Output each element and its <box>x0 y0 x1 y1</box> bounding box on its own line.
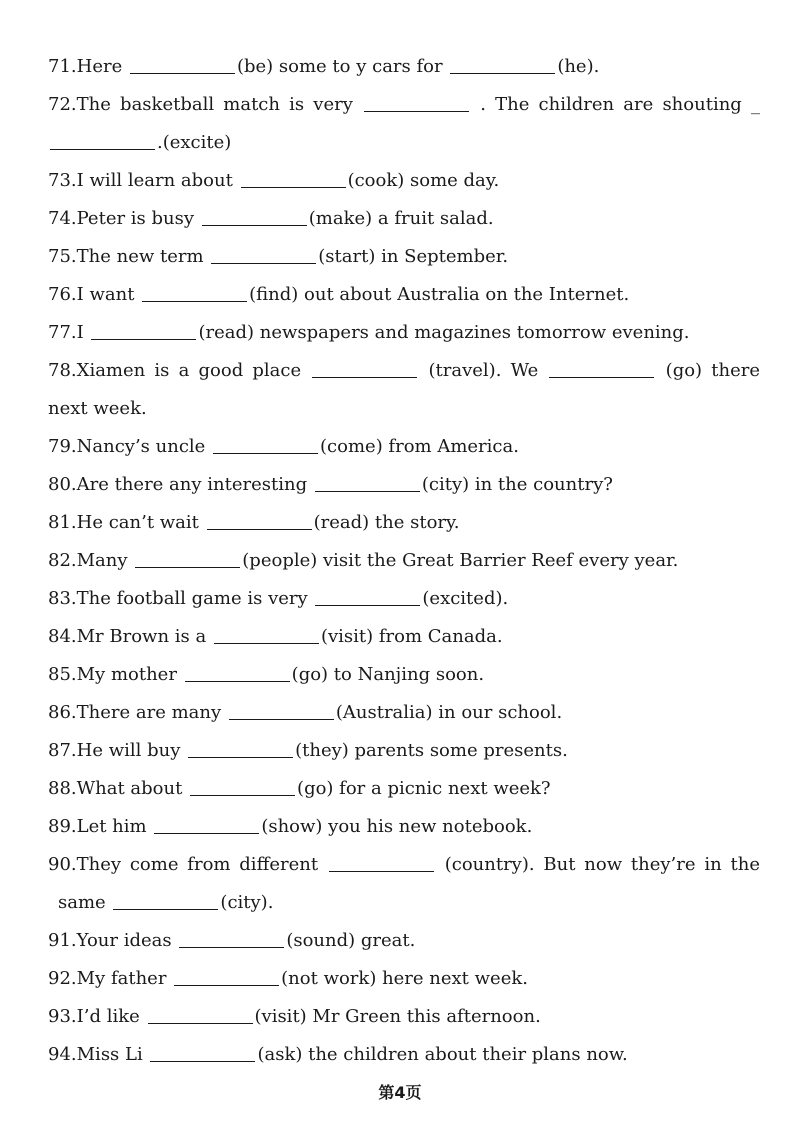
exercise-text: 72.The basketball match is very <box>48 94 363 115</box>
exercise-line <box>48 546 760 576</box>
exercise-text: 90.They come from different <box>48 854 327 875</box>
exercise-text: 86.There are many <box>48 702 227 723</box>
answer-blank[interactable] <box>315 473 420 492</box>
exercise-text: 88.What about <box>48 778 189 799</box>
exercise-text: (go) for a picnic next week? <box>297 778 551 799</box>
exercise-text: same <box>58 892 112 913</box>
exercise-text: (make) a fruit salad. <box>308 208 494 229</box>
exercise-text: (people) visit the Great Barrier Reef every year. <box>242 550 679 571</box>
exercise-text: (visit) from Canada. <box>320 626 503 647</box>
page-number: 第4页 <box>378 1083 422 1102</box>
exercise-line <box>48 318 760 348</box>
exercise-line <box>48 432 760 462</box>
answer-blank[interactable] <box>241 169 346 188</box>
answer-blank[interactable] <box>113 891 218 910</box>
exercise-text: next week. <box>48 398 147 419</box>
exercise-line <box>58 888 760 918</box>
answer-blank[interactable] <box>188 739 293 758</box>
exercise-text: 78.Xiamen is a good place <box>48 360 311 381</box>
exercise-line <box>48 622 760 652</box>
answer-blank[interactable] <box>329 853 434 872</box>
exercise-text: .(excite) <box>157 132 232 153</box>
exercise-text: (excited). <box>422 588 509 609</box>
exercise-line <box>48 242 760 272</box>
exercise-text: 75.The new term <box>48 246 210 267</box>
answer-blank[interactable] <box>549 359 654 378</box>
exercise-text: (read) newspapers and magazines tomorrow evening. <box>198 322 690 343</box>
answer-blank[interactable] <box>142 283 247 302</box>
exercise-text: 87.He will buy <box>48 740 187 761</box>
exercise-line <box>48 584 760 614</box>
exercise-text: 80.Are there any interesting <box>48 474 313 495</box>
exercise-text: 91.Your ideas <box>48 930 178 951</box>
exercise-line <box>48 166 760 196</box>
exercise-line <box>48 1040 760 1070</box>
answer-blank[interactable] <box>50 131 155 150</box>
exercise-text: (sound) great. <box>286 930 416 951</box>
exercise-text: (cook) some day. <box>347 170 500 191</box>
answer-blank[interactable] <box>154 815 259 834</box>
exercise-text: (not work) here next week. <box>281 968 528 989</box>
answer-blank[interactable] <box>229 701 334 720</box>
exercise-text: 77.I <box>48 322 90 343</box>
exercise-line <box>48 280 760 310</box>
answer-blank[interactable] <box>135 549 240 568</box>
exercise-text: . The children are shouting _ <box>480 94 760 115</box>
answer-blank[interactable] <box>213 435 318 454</box>
exercise-text: (they) parents some presents. <box>295 740 568 761</box>
answer-blank[interactable] <box>214 625 319 644</box>
exercise-line <box>48 736 760 766</box>
exercise-text: 71.Here <box>48 56 128 77</box>
exercise-text: (country). But now they’re in the <box>444 854 760 875</box>
exercise-text: (find) out about Australia on the Internet. <box>249 284 630 305</box>
exercise-line <box>48 964 760 994</box>
answer-blank[interactable] <box>150 1043 255 1062</box>
exercise-line <box>48 508 760 538</box>
exercise-text: (travel). We <box>428 360 548 381</box>
answer-blank[interactable] <box>179 929 284 948</box>
exercise-text: (start) in September. <box>318 246 509 267</box>
exercise-text: (ask) the children about their plans now. <box>257 1044 628 1065</box>
exercise-text: (Australia) in our school. <box>335 702 563 723</box>
exercise-text: 89.Let him <box>48 816 153 837</box>
answer-blank[interactable] <box>202 207 307 226</box>
exercise-text: 92.My father <box>48 968 173 989</box>
exercise-text: 84.Mr Brown is a <box>48 626 212 647</box>
exercise-text: 94.Miss Li <box>48 1044 149 1065</box>
exercise-text: (be) some to y cars for <box>236 56 449 77</box>
answer-blank[interactable] <box>312 359 417 378</box>
exercise-text: 85.My mother <box>48 664 183 685</box>
exercise-text: 73.I will learn about <box>48 170 239 191</box>
exercise-line <box>48 394 760 424</box>
exercise-line <box>48 850 760 880</box>
exercise-text: 74.Peter is busy <box>48 208 200 229</box>
exercise-line <box>48 470 760 500</box>
exercise-text: 81.He can’t wait <box>48 512 205 533</box>
answer-blank[interactable] <box>450 55 555 74</box>
answer-blank[interactable] <box>315 587 420 606</box>
exercise-line <box>48 698 760 728</box>
exercise-text: 83.The football game is very <box>48 588 314 609</box>
exercise-line <box>48 128 760 158</box>
exercise-text: (read) the story. <box>313 512 460 533</box>
answer-blank[interactable] <box>185 663 290 682</box>
exercise-line <box>48 812 760 842</box>
exercise-line <box>48 926 760 956</box>
exercise-text: (go) there <box>665 360 760 381</box>
exercise-text: (visit) Mr Green this afternoon. <box>254 1006 541 1027</box>
exercise-line <box>48 204 760 234</box>
answer-blank[interactable] <box>190 777 295 796</box>
answer-blank[interactable] <box>130 55 235 74</box>
exercise-line <box>48 1002 760 1032</box>
exercise-line <box>48 90 760 120</box>
exercise-text: (go) to Nanjing soon. <box>291 664 485 685</box>
exercise-line <box>48 660 760 690</box>
answer-blank[interactable] <box>207 511 312 530</box>
exercise-text: (come) from America. <box>320 436 519 457</box>
answer-blank[interactable] <box>148 1005 253 1024</box>
answer-blank[interactable] <box>174 967 279 986</box>
exercise-line <box>48 52 760 82</box>
exercise-text: 82.Many <box>48 550 134 571</box>
exercise-text: 79.Nancy’s uncle <box>48 436 212 457</box>
exercise-line <box>48 356 760 386</box>
exercise-text: 76.I want <box>48 284 141 305</box>
answer-blank[interactable] <box>91 321 196 340</box>
exercise-text: (he). <box>557 56 600 77</box>
exercise-text: (city). <box>220 892 274 913</box>
answer-blank[interactable] <box>364 93 469 112</box>
exercise-text: (show) you his new notebook. <box>261 816 533 837</box>
exercise-text: 93.I’d like <box>48 1006 146 1027</box>
answer-blank[interactable] <box>211 245 316 264</box>
exercise-text: (city) in the country? <box>421 474 613 495</box>
exercise-line <box>48 774 760 804</box>
